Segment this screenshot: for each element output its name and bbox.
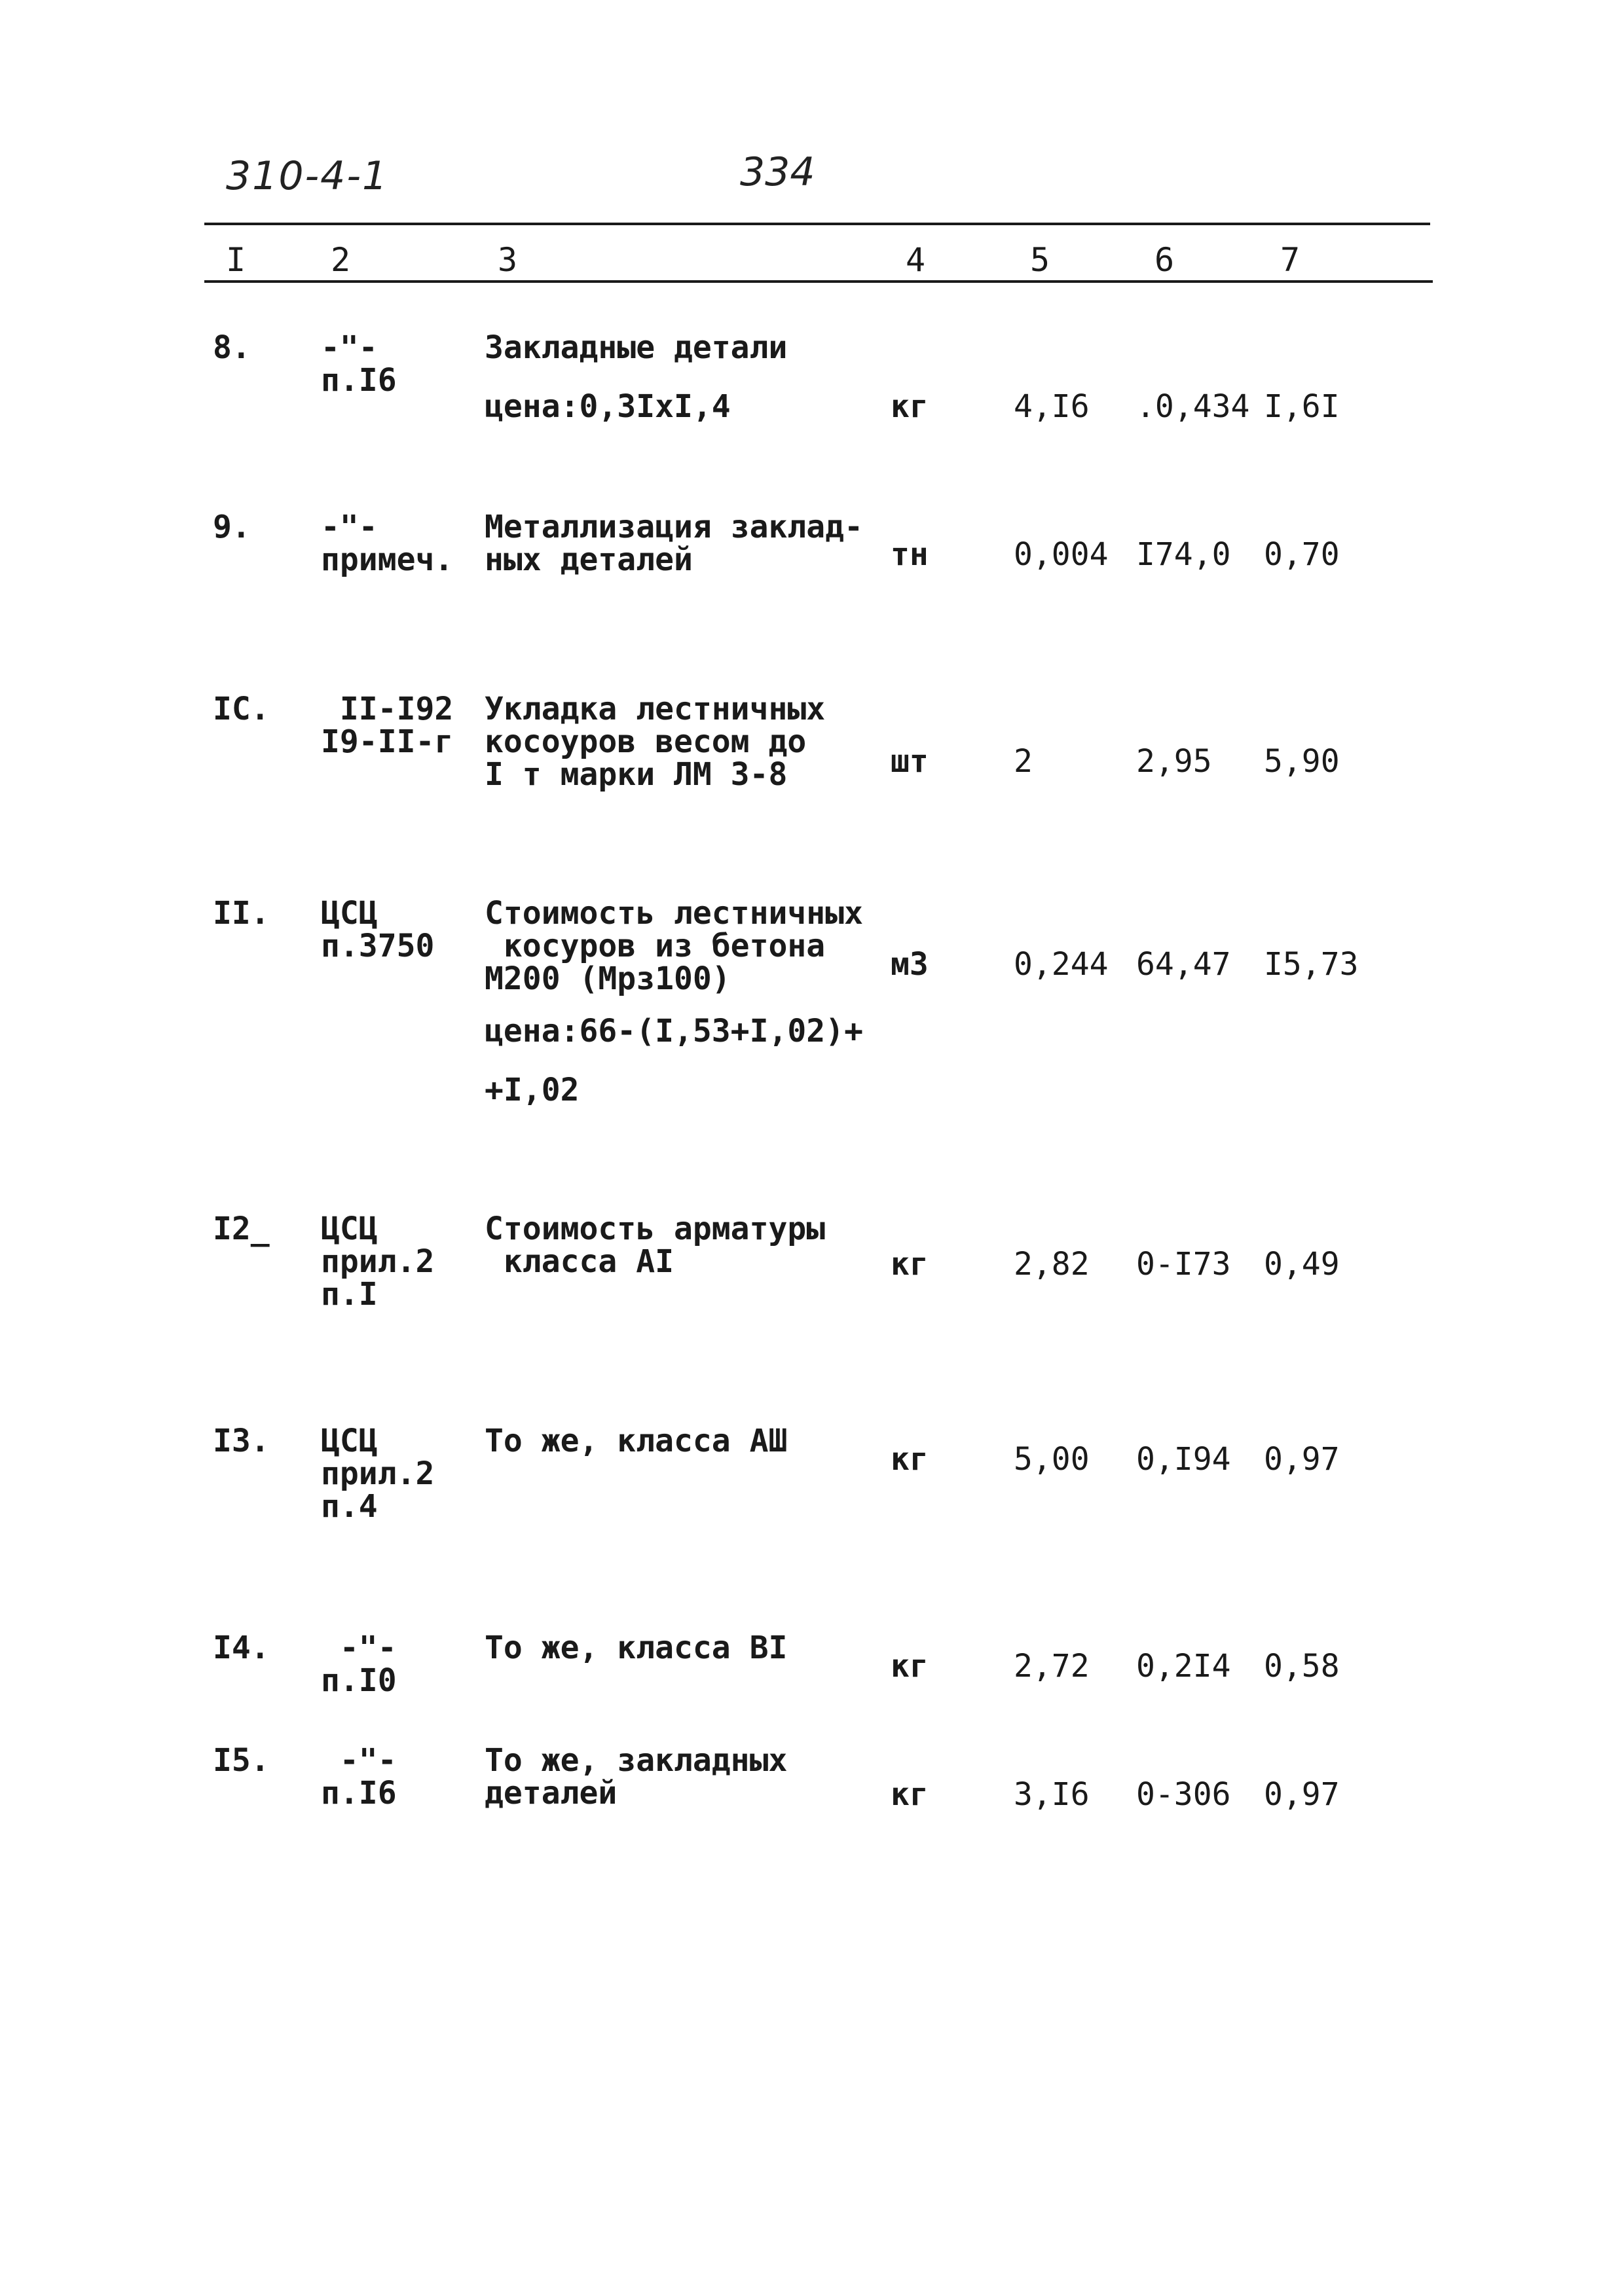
column-header-5: 5 bbox=[1030, 241, 1050, 279]
quantity-cell: 2,72 bbox=[1014, 1648, 1090, 1685]
reference-line: ЦСЦ bbox=[321, 1423, 378, 1459]
description-line: ных деталей bbox=[485, 541, 693, 578]
reference-line: примеч. bbox=[321, 541, 454, 578]
page-number: 334 bbox=[740, 149, 815, 195]
reference-line: II-I92 bbox=[321, 691, 454, 727]
column-header-7: 7 bbox=[1280, 241, 1301, 279]
row-number: II. bbox=[213, 895, 270, 932]
description-line: Стоимость лестничных bbox=[485, 895, 863, 932]
top-rule bbox=[204, 223, 1430, 225]
quantity-cell: 0,244 bbox=[1014, 946, 1109, 983]
total-cell: I5,73 bbox=[1264, 946, 1359, 983]
description-line: То же, класса АШ bbox=[485, 1423, 788, 1459]
reference-line: прил.2 bbox=[321, 1243, 435, 1280]
unit-price-cell: .0,434 bbox=[1136, 388, 1250, 425]
unit-cell: кг bbox=[891, 1441, 929, 1478]
unit-cell: кг bbox=[891, 1648, 929, 1685]
unit-cell: кг bbox=[891, 1776, 929, 1813]
unit-cell: шт bbox=[891, 743, 929, 780]
reference-line: -"- bbox=[321, 1630, 397, 1666]
quantity-cell: 0,004 bbox=[1014, 536, 1109, 573]
total-cell: 0,49 bbox=[1264, 1246, 1340, 1283]
description-line: косоуров весом до bbox=[485, 723, 807, 760]
reference-line: -"- bbox=[321, 329, 378, 366]
description-line: Закладные детали bbox=[485, 329, 788, 366]
total-cell: 0,58 bbox=[1264, 1648, 1340, 1685]
column-header-3: 3 bbox=[498, 241, 518, 279]
total-cell: 0,97 bbox=[1264, 1441, 1340, 1478]
description-line: То же, закладных bbox=[485, 1742, 788, 1779]
unit-price-cell: 0,2I4 bbox=[1136, 1648, 1231, 1685]
reference-line: ЦСЦ bbox=[321, 1211, 378, 1247]
description-line: М200 (Мрз100) bbox=[485, 960, 731, 997]
total-cell: 5,90 bbox=[1264, 743, 1340, 780]
quantity-cell: 2,82 bbox=[1014, 1246, 1090, 1283]
unit-cell: м3 bbox=[891, 946, 929, 983]
column-header-1: I bbox=[226, 241, 246, 279]
row-number: I2_ bbox=[213, 1211, 270, 1247]
reference-line: ЦСЦ bbox=[321, 895, 378, 932]
quantity-cell: 2 bbox=[1014, 743, 1033, 780]
row-number: IC. bbox=[213, 691, 270, 727]
quantity-cell: 5,00 bbox=[1014, 1441, 1090, 1478]
document-code: 310-4-1 bbox=[226, 153, 389, 199]
description-line: класса AI bbox=[485, 1243, 674, 1280]
reference-line: п.I6 bbox=[321, 1775, 397, 1812]
description-line: То же, класса BI bbox=[485, 1630, 788, 1666]
price-formula-line: цена:0,3IxI,4 bbox=[485, 388, 731, 425]
reference-line: прил.2 bbox=[321, 1455, 435, 1492]
description-line: косуров из бетона bbox=[485, 928, 826, 964]
reference-line: -"- bbox=[321, 509, 378, 545]
row-number: 9. bbox=[213, 509, 251, 545]
column-header-4: 4 bbox=[906, 241, 926, 279]
price-formula-line: +I,02 bbox=[485, 1072, 580, 1108]
header-bottom-rule bbox=[204, 280, 1433, 283]
reference-line: -"- bbox=[321, 1742, 397, 1779]
row-number: 8. bbox=[213, 329, 251, 366]
row-number: I4. bbox=[213, 1630, 270, 1666]
description-line: I т марки ЛМ 3-8 bbox=[485, 756, 788, 793]
unit-price-cell: 2,95 bbox=[1136, 743, 1212, 780]
column-header-2: 2 bbox=[331, 241, 351, 279]
description-line: Укладка лестничных bbox=[485, 691, 826, 727]
price-formula-line: цена:66-(I,53+I,02)+ bbox=[485, 1013, 863, 1049]
total-cell: I,6I bbox=[1264, 388, 1340, 425]
total-cell: 0,70 bbox=[1264, 536, 1340, 573]
reference-line: I9-II-г bbox=[321, 723, 454, 760]
unit-price-cell: 0,I94 bbox=[1136, 1441, 1231, 1478]
unit-price-cell: 0-I73 bbox=[1136, 1246, 1231, 1283]
description-line: деталей bbox=[485, 1775, 618, 1812]
row-number: I3. bbox=[213, 1423, 270, 1459]
column-header-6: 6 bbox=[1154, 241, 1175, 279]
reference-line: п.3750 bbox=[321, 928, 435, 964]
unit-price-cell: I74,0 bbox=[1136, 536, 1231, 573]
unit-price-cell: 0-306 bbox=[1136, 1776, 1231, 1813]
row-number: I5. bbox=[213, 1742, 270, 1779]
quantity-cell: 3,I6 bbox=[1014, 1776, 1090, 1813]
unit-price-cell: 64,47 bbox=[1136, 946, 1231, 983]
reference-line: п.4 bbox=[321, 1488, 378, 1525]
description-line: Стоимость арматуры bbox=[485, 1211, 826, 1247]
reference-line: п.I bbox=[321, 1276, 378, 1313]
unit-cell: тн bbox=[891, 536, 929, 573]
total-cell: 0,97 bbox=[1264, 1776, 1340, 1813]
unit-cell: кг bbox=[891, 1246, 929, 1283]
quantity-cell: 4,I6 bbox=[1014, 388, 1090, 425]
reference-line: п.I0 bbox=[321, 1662, 397, 1699]
description-line: Металлизация заклад- bbox=[485, 509, 863, 545]
reference-line: п.I6 bbox=[321, 362, 397, 399]
unit-cell: кг bbox=[891, 388, 929, 425]
